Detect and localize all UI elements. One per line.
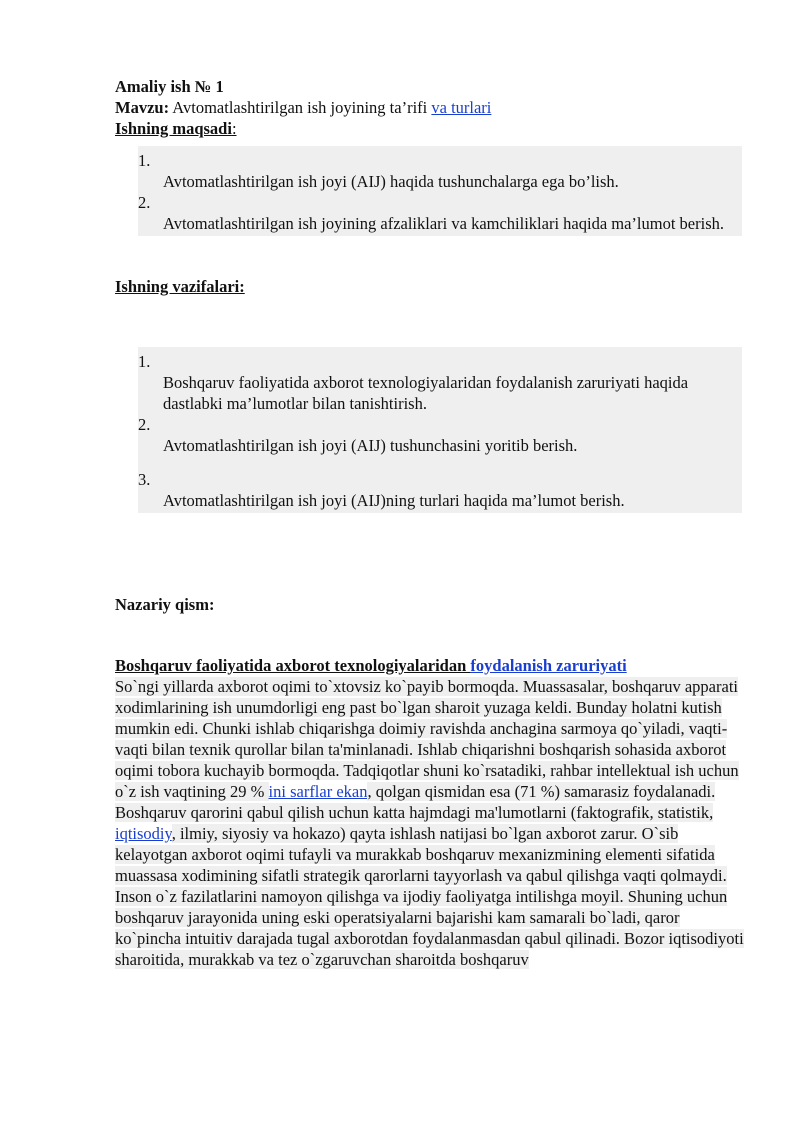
inline-link[interactable]: iqtisodiy <box>115 824 172 843</box>
section-heading-link[interactable]: foydalanish zaruriyati <box>470 656 627 675</box>
list-item: 2. Avtomatlashtirilgan ish joyining afzaliklari va kamchiliklari haqida ma’lumot berish. <box>138 193 725 233</box>
goal-list <box>138 146 742 236</box>
goal-label: Ishning maqsadi <box>115 119 232 138</box>
theory-heading: Nazariy qism: <box>115 595 215 614</box>
list-item: 1. Avtomatlashtirilgan ish joyi (AIJ) haqida tushunchalarga ega bo’lish. <box>138 151 619 191</box>
topic-line <box>115 97 745 118</box>
document-title: Amaliy ish № 1 <box>115 77 224 96</box>
inline-link[interactable]: ini sarflar ekan <box>268 782 368 801</box>
section-heading: Boshqaruv faoliyatida axborot texnologiyalaridan foydalanish zaruriyati <box>115 656 627 675</box>
paragraph-2: Inson o`z fazilatlarini namoyon qilishga va ijodiy faoliyatga intilishga moyil. Shuning uchun boshqaruv jarayonida uning eski operatsiyalarni bajarishi kam samarali bo`ladi, qaror ko`pincha intuitiv darajada tugal axborotdan foydalanmasdan qabul qilinadi. Bozor iqtisodiyoti sharoitida, murakkab va tez o`zgaruvchan sharoitda boshqaruv <box>115 887 744 969</box>
tasks-heading: Ishning vazifalari: <box>115 277 245 296</box>
list-item: 2. Avtomatlashtirilgan ish joyi (AIJ) tushunchasini yoritib berish. <box>138 415 578 455</box>
topic-link[interactable]: va turlari <box>431 98 492 117</box>
list-item: 3. Avtomatlashtirilgan ish joyi (AIJ)ning turlari haqida ma’lumot berish. <box>138 470 625 510</box>
topic-text: Avtomatlashtirilgan ish joyining ta’rifi <box>172 98 432 117</box>
goal-heading: Ishning maqsadi: <box>115 119 237 138</box>
list-item: 1. Boshqaruv faoliyatida axborot texnologiyalaridan foydalanish zaruriyati haqida dastlabki ma’lumotlar bilan tanishtirish. <box>138 352 689 413</box>
topic-label: Mavzu: <box>115 98 170 117</box>
tasks-list <box>138 347 742 513</box>
document-page <box>115 76 745 970</box>
paragraph-1: So`ngi yillarda axborot oqimi to`xtovsiz ko`payib bormoqda. Muassasalar, boshqaruv apparati xodimlarining ish unumdorligi eng past bo`lgan sharoit yuzaga keldi. Bunday holatni kutish mumkin edi. Chunki ishlab chiqarishga doimiy ravishda anchagina sarmoya qo`yiladi, vaqti-vaqti bilan texnik qurollar bilan ta'minlanadi. Ishlab chiqarishni boshqarish sohasida axborot oqimi tobora kuchayib bormoqda. Tadqiqotlar shuni ko`rsatadiki, rahbar intellektual ish uchun o`z ish vaqtining 29 % ini sarflar ekan, qolgan qismidan esa (71 %) samarasiz foydalanadi. Boshqaruv qarorini qabul qilish uchun katta hajmdagi ma'lumotlarni (faktografik, statistik, iqtisodiy, ilmiy, siyosiy va hokazo) qayta ishlash natijasi bo`lgan axborot zarur. O`sib kelayotgan axborot oqimi tufayli va murakkab boshqaruv mexanizmining elementi sifatida muassasa xodimining sifatli strategik qarorlarni tayyorlash va qabul qilishga vaqti qolmaydi. <box>115 677 739 885</box>
